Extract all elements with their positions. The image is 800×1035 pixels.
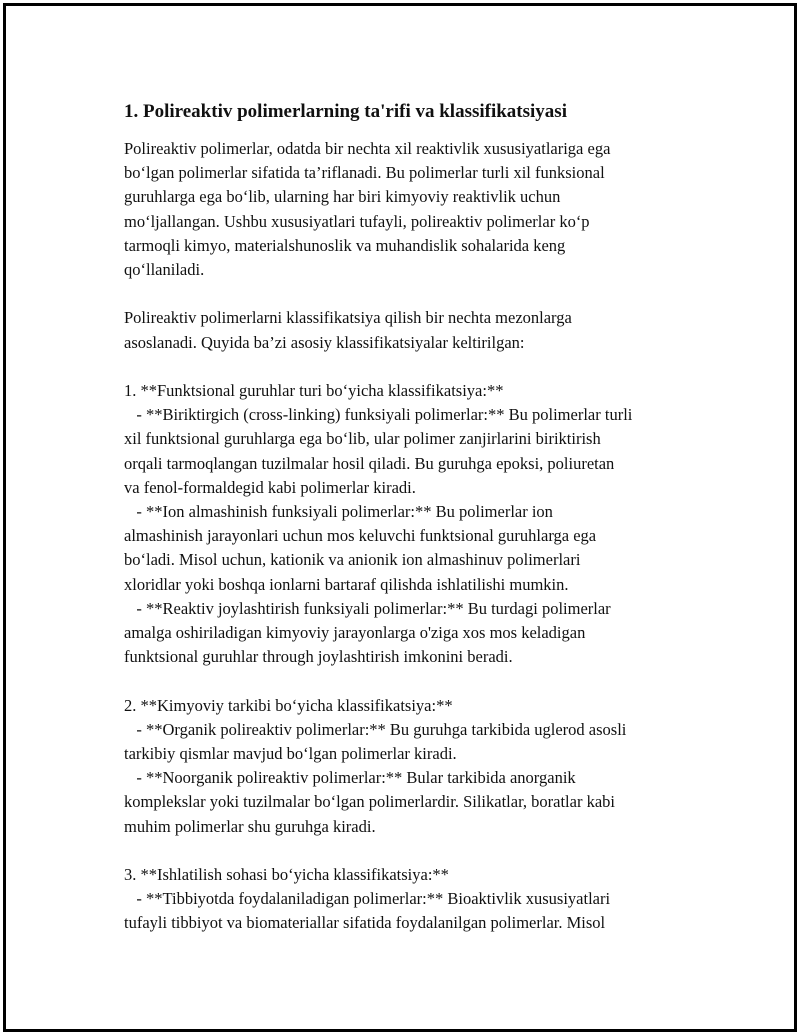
paragraph	[124, 379, 704, 669]
text-line: almashinish jarayonlari uchun mos keluvchi funktsional guruhlarga ega	[124, 526, 597, 546]
text-line: 1. **Funktsional guruhlar turi bo‘yicha klassifikatsiya:**	[124, 381, 504, 400]
text-line: tarmoqli kimyo, materialshunoslik va muhandislik sohalarida keng	[124, 235, 566, 255]
text-line: tarkibiy qismlar mavjud bo‘lgan polimerlar kiradi.	[124, 744, 457, 764]
text-line: asoslanadi. Quyida ba’zi asosiy klassifikatsiyalar keltirilgan:	[124, 332, 525, 352]
text-line: - **Ion almashinish funksiyali polimerlar:** Bu polimerlar ion	[124, 502, 553, 522]
text-line: - **Tibbiyotda foydalaniladigan polimerlar:** Bioaktivlik xususiyatlari	[124, 889, 611, 909]
text-line: komplekslar yoki tuzilmalar bo‘lgan polimerlardir. Silikatlar, boratlar kabi	[124, 792, 615, 812]
text-line: guruhlarga ega bo‘lib, ularning har biri kimyoviy reaktivlik uchun	[124, 187, 561, 207]
text-line: - **Organik polireaktiv polimerlar:** Bu guruhga tarkibida uglerod asosli	[124, 719, 627, 739]
paragraph-list	[124, 137, 704, 936]
text-line: 3. **Ishlatilish sohasi bo‘yicha klassifikatsiya:**	[124, 865, 449, 885]
paragraph	[124, 694, 704, 839]
text-line: Polireaktiv polimerlarni klassifikatsiya qilish bir nechta mezonlarga	[124, 308, 572, 328]
text-line: xloridlar yoki boshqa ionlarni bartaraf qilishda ishlatilishi mumkin.	[124, 574, 569, 594]
text-line: 2. **Kimyoviy tarkibi bo‘yicha klassifikatsiya:**	[124, 695, 453, 715]
text-line: mo‘ljallangan. Ushbu xususiyatlari tufayli, polireaktiv polimerlar ko‘p	[124, 211, 590, 231]
paragraph-gap	[124, 669, 704, 693]
paragraph-gap	[124, 839, 704, 863]
text-line: bo‘lgan polimerlar sifatida ta’riflanadi. Bu polimerlar turli xil funksional	[124, 163, 605, 183]
document-title: 1. Polireaktiv polimerlarning ta'rifi va klassifikatsiyasi	[124, 101, 567, 122]
text-line: qo‘llaniladi.	[124, 260, 205, 280]
text-line: va fenol-formaldegid kabi polimerlar kiradi.	[124, 477, 416, 497]
paragraph	[124, 137, 704, 282]
paragraph-gap	[124, 355, 704, 379]
paragraph	[124, 306, 704, 354]
paragraph-gap	[124, 282, 704, 306]
text-line: orqali tarmoqlangan tuzilmalar hosil qiladi. Bu guruhga epoksi, poliuretan	[124, 453, 615, 473]
text-line: amalga oshiriladigan kimyoviy jarayonlarga o'ziga xos mos keladigan	[124, 623, 586, 643]
text-line: - **Biriktirgich (cross-linking) funksiyali polimerlar:** Bu polimerlar turli	[124, 405, 633, 425]
paragraph	[124, 863, 704, 936]
text-line: funktsional guruhlar through joylashtirish imkonini beradi.	[124, 647, 513, 667]
text-line: xil funktsional guruhlarga ega bo‘lib, ular polimer zanjirlarini biriktirish	[124, 429, 601, 449]
text-line: - **Reaktiv joylashtirish funksiyali polimerlar:** Bu turdagi polimerlar	[124, 598, 611, 618]
document-body	[124, 99, 704, 936]
text-line: - **Noorganik polireaktiv polimerlar:** Bular tarkibida anorganik	[124, 768, 576, 788]
text-line: Polireaktiv polimerlar, odatda bir nechta xil reaktivlik xususiyatlariga ega	[124, 139, 611, 158]
text-line: tufayli tibbiyot va biomateriallar sifatida foydalanilgan polimerlar. Misol	[124, 913, 606, 933]
page-frame	[3, 3, 797, 1032]
text-line: bo‘ladi. Misol uchun, kationik va anionik ion almashinuv polimerlari	[124, 550, 581, 570]
text-line: muhim polimerlar shu guruhga kiradi.	[124, 816, 376, 836]
